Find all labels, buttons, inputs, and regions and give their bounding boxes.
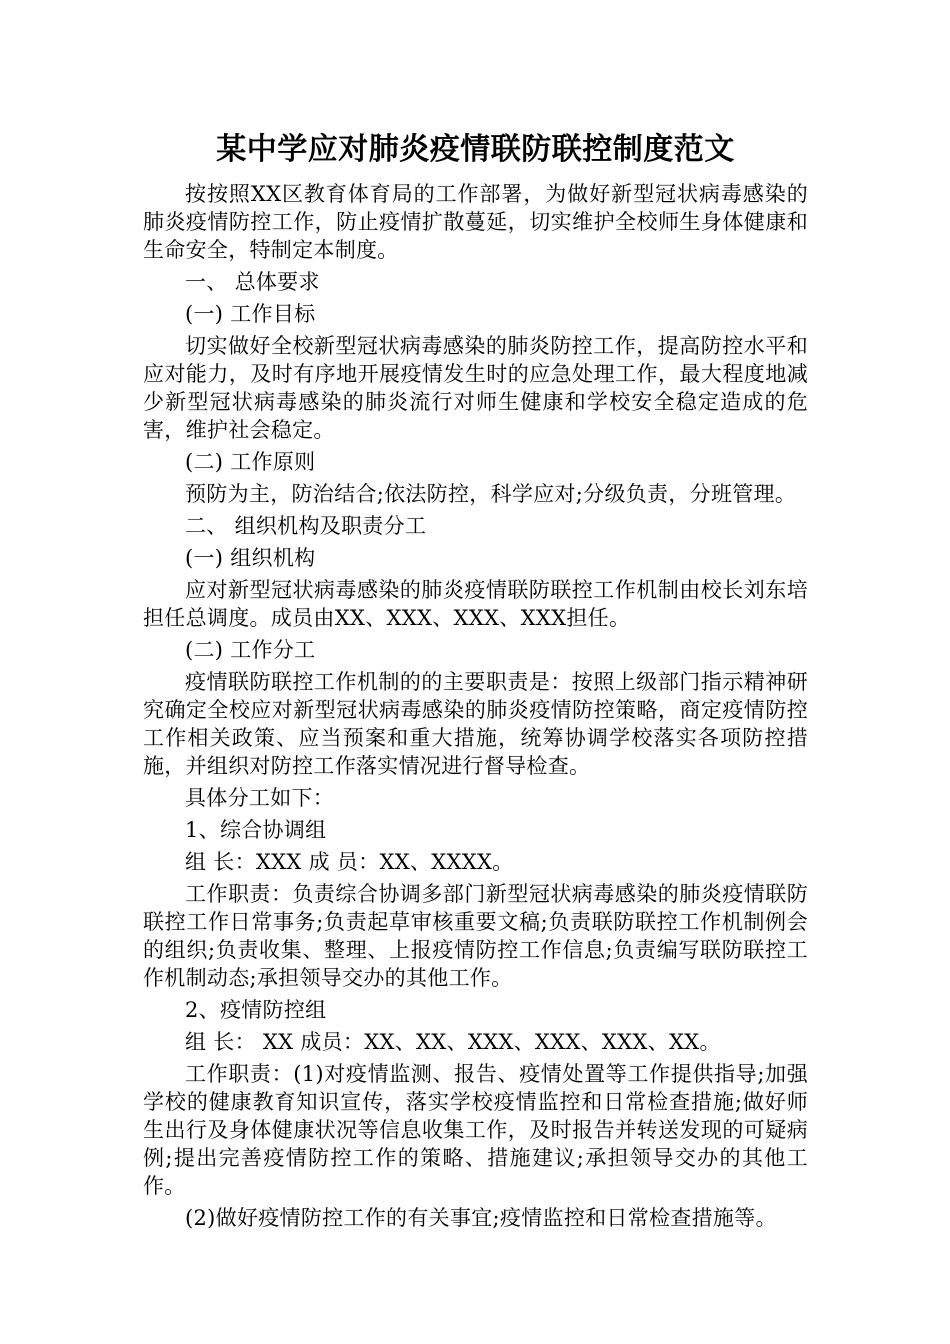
paragraph-prevention-members: 组 长： XX 成员：XX、XX、XXX、XXX、XXX、XX。 — [185, 1030, 721, 1054]
paragraph-intro: 按按照XX区教育体育局的工作部署，为做好新型冠状病毒感染的肺炎疫情防控工作，防止疫情扩散蔓延，切实维护全校师生身体健康和生命安全，特制定本制度。 — [143, 182, 808, 262]
subheading-organization: (一) 组织机构 — [185, 546, 316, 570]
paragraph-work-principles: 预防为主，防治结合;依法防控，科学应对;分级负责，分班管理。 — [185, 482, 797, 506]
heading-prevention-group: 2、疫情防控组 — [185, 998, 327, 1022]
paragraph-prevention-duties-2: (2)做好疫情防控工作的有关事宜;疫情监控和日常检查措施等。 — [185, 1206, 777, 1230]
paragraph-prevention-duties: 工作职责：(1)对疫情监测、报告、疫情处置等工作提供指导;加强学校的健康教育知识宣传，落实学校疫情监控和日常检查措施;做好师生出行及身体健康状况等信息收集工作，及时报告并转送发现的可疑病例;提出完善疫情防控工作的策略、措施建议;承担领导交办的其他工作。 — [143, 1062, 808, 1198]
heading-organization-duties: 二、 组织机构及职责分工 — [185, 514, 427, 538]
document-page — [143, 128, 808, 1236]
paragraph-work-goals: 切实做好全校新型冠状病毒感染的肺炎防控工作，提高防控水平和应对能力，及时有序地开展疫情发生时的应急处理工作，最大程度地减少新型冠状病毒感染的肺炎流行对师生健康和学校安全稳定造成的危害，维护社会稳定。 — [143, 334, 808, 442]
heading-coordination-group: 1、综合协调组 — [185, 818, 327, 842]
subheading-work-goals: (一) 工作目标 — [185, 302, 316, 326]
document-title: 某中学应对肺炎疫情联防联控制度范文 — [216, 132, 735, 167]
paragraph-coordination-duties: 工作职责：负责综合协调多部门新型冠状病毒感染的肺炎疫情联防联控工作日常事务;负责起草审核重要文稿;负责联防联控工作机制例会的组织;负责收集、整理、上报疫情防控工作信息;负责编写联防联控工作机制动态;承担领导交办的其他工作。 — [143, 882, 808, 990]
heading-general-requirements: 一、 总体要求 — [185, 270, 320, 294]
subheading-division-of-work: (二) 工作分工 — [185, 638, 316, 662]
paragraph-specific-division: 具体分工如下： — [185, 786, 335, 810]
subheading-work-principles: (二) 工作原则 — [185, 450, 316, 474]
paragraph-main-duties: 疫情联防联控工作机制的的主要职责是：按照上级部门指示精神研究确定全校应对新型冠状病毒感染的肺炎疫情防控策略，商定疫情防控工作相关政策、应当预案和重大措施，统筹协调学校落实各项防控措施，并组织对防控工作落实情况进行督导检查。 — [143, 670, 808, 778]
paragraph-coordination-members: 组 长：XXX 成 员：XX、XXXX。 — [185, 850, 514, 874]
paragraph-organization: 应对新型冠状病毒感染的肺炎疫情联防联控工作机制由校长刘东培担任总调度。成员由XX、XXX、XXX、XXX担任。 — [143, 578, 808, 630]
